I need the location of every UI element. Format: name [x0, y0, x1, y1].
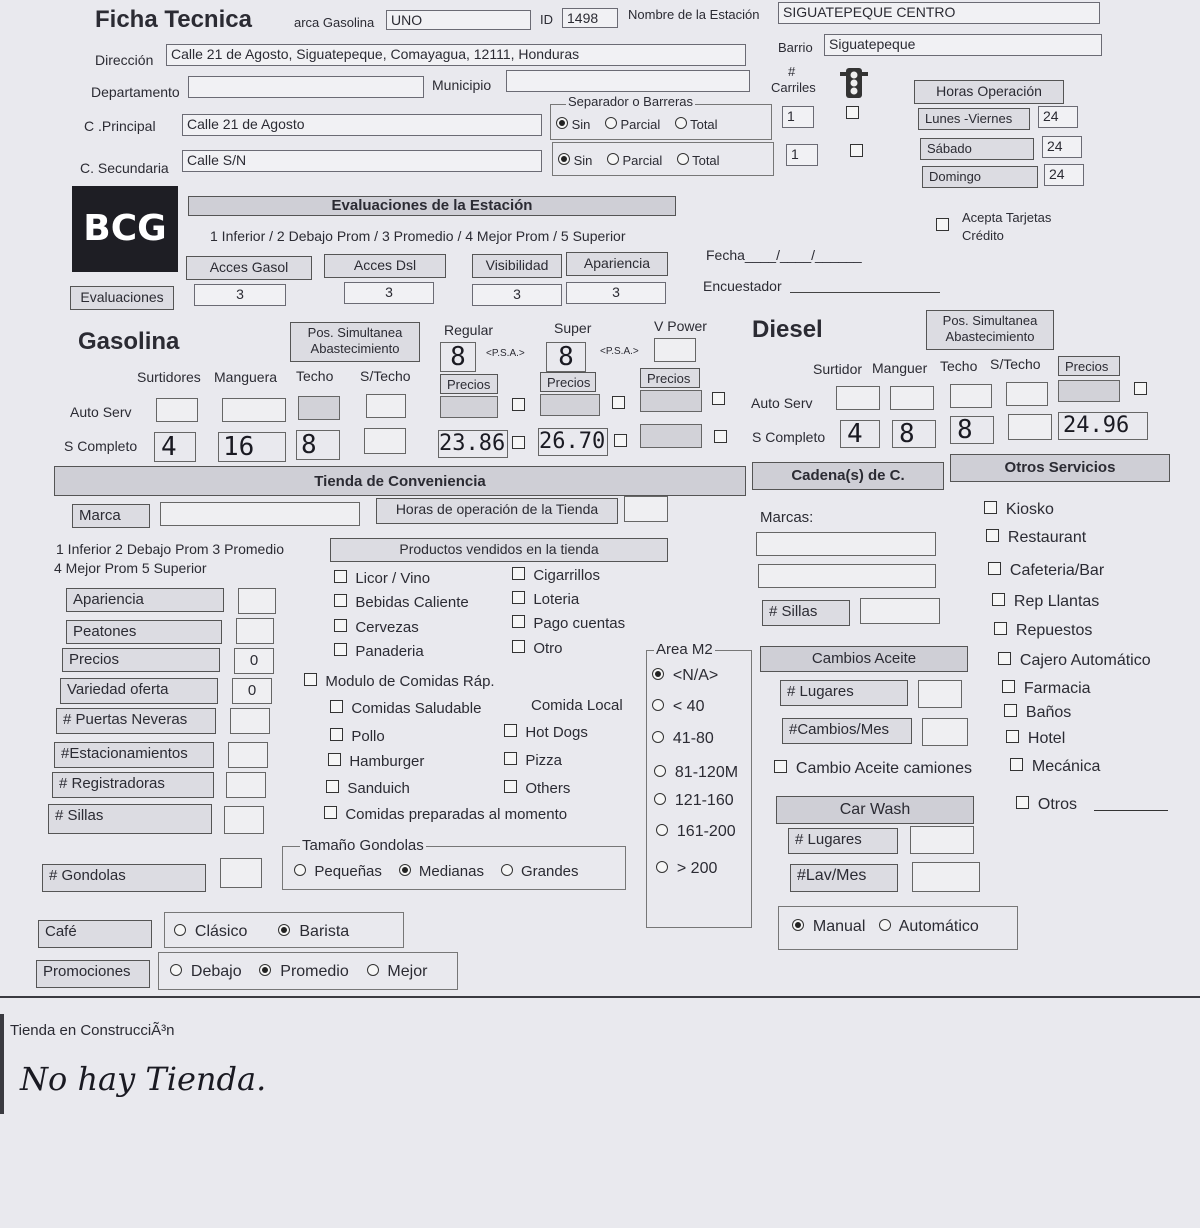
gas-autoserv-stecho[interactable] — [366, 394, 406, 418]
id-field[interactable]: 1498 — [562, 8, 618, 28]
barrio-label: Barrio — [778, 40, 813, 55]
area-161-200[interactable]: 161-200 — [656, 823, 736, 841]
area-41-80[interactable]: 41-80 — [652, 730, 714, 748]
gas-autoserv-techo[interactable] — [298, 396, 340, 420]
prod-cervezas[interactable]: Cervezas — [334, 619, 419, 636]
area-81-120[interactable]: 81-120M — [654, 764, 738, 782]
gasolina-pos-simultanea: Pos. Simultanea Abastecimiento — [290, 322, 420, 362]
tienda-peatones-label: Peatones — [66, 620, 222, 644]
diesel-scompleto-precio[interactable]: 24.96 — [1058, 412, 1148, 440]
super-psa-field[interactable]: 8 — [546, 342, 586, 372]
area-title: Area M2 — [656, 641, 713, 658]
separador-2-options: Sin Parcial Total — [558, 153, 720, 168]
carwash-lav-field[interactable] — [912, 862, 980, 892]
stecho-label: S/Techo — [360, 368, 411, 384]
horas-domingo-field[interactable]: 24 — [1044, 164, 1084, 186]
comida-pollo[interactable]: Pollo — [330, 728, 385, 745]
tienda-gondolas-field[interactable] — [220, 858, 262, 888]
cafe-clasico-radio[interactable] — [174, 924, 186, 936]
otros-otros[interactable]: Otros — [1016, 796, 1077, 814]
gas-scompleto-label: S Completo — [64, 438, 138, 454]
horas-lunes-label: Lunes -Viernes — [918, 108, 1030, 130]
gas-scompleto-super-check[interactable] — [614, 434, 627, 447]
gas-autoserv-vpower[interactable] — [640, 390, 702, 412]
diesel-stecho-label: S/Techo — [990, 356, 1041, 372]
comida-local-label: Comida Local — [531, 697, 623, 714]
vpower-precios-label: Precios — [640, 368, 700, 388]
comida-hamburger[interactable]: Hamburger — [328, 753, 424, 770]
carriles-field-1[interactable]: 1 — [782, 106, 814, 128]
cadena-sillas-label: # Sillas — [762, 600, 850, 626]
fecha-value[interactable]: ____/____/______ — [744, 247, 862, 263]
visibilidad-field[interactable]: 3 — [472, 284, 562, 306]
regular-psa-field[interactable]: 8 — [440, 342, 476, 372]
cambios-lugares-label: # Lugares — [780, 680, 908, 706]
fecha-label: Fecha____/____/______ — [706, 247, 862, 263]
otros-servicios-header: Otros Servicios — [950, 454, 1170, 482]
apariencia-eval-label: Apariencia — [566, 252, 668, 276]
gas-scompleto-super[interactable]: 26.70 — [538, 428, 608, 456]
horas-sabado-label: Sábado — [920, 138, 1034, 160]
marca-field[interactable]: UNO — [386, 10, 531, 30]
promo-debajo-radio[interactable] — [170, 964, 182, 976]
gas-autoserv-regular-check[interactable] — [512, 398, 525, 411]
carwash-type-options: Manual Automático — [792, 918, 979, 936]
otros-farmacia[interactable]: Farmacia — [1002, 680, 1091, 698]
comida-pizza[interactable]: Pizza — [504, 752, 562, 769]
surtidores-label: Surtidores — [137, 369, 201, 385]
carriles-field-2[interactable]: 1 — [786, 144, 818, 166]
nombre-label: Nombre de la Estación — [628, 7, 760, 22]
gas-scompleto-vpower-check[interactable] — [714, 430, 727, 443]
evaluaciones-scale: 1 Inferior / 2 Debajo Prom / 3 Promedio / 4 Mejor Prom / 5 Superior — [210, 228, 626, 244]
acces-dsl-label: Acces Dsl — [324, 254, 446, 278]
evaluaciones-button[interactable]: Evaluaciones — [70, 286, 174, 310]
total-radio[interactable] — [675, 117, 687, 129]
page-title: Ficha Tecnica — [95, 6, 252, 33]
carriles-label: Carriles — [771, 80, 816, 95]
techo-label: Techo — [296, 368, 334, 384]
promociones-label: Promociones — [36, 960, 150, 988]
otros-repuestos[interactable]: Repuestos — [994, 622, 1092, 640]
gas-autoserv-surtidores[interactable] — [156, 398, 198, 422]
carwash-lugares-field[interactable] — [910, 826, 974, 854]
tienda-sillas-field[interactable] — [224, 806, 264, 834]
csecundaria-field[interactable]: Calle S/N — [182, 150, 542, 172]
otros-otros-line[interactable] — [1094, 810, 1168, 811]
diesel-autoserv-techo[interactable] — [950, 384, 992, 408]
diesel-scompleto-stecho[interactable] — [1008, 414, 1052, 440]
diesel-precios-label: Precios — [1058, 356, 1120, 376]
gas-scompleto-regular[interactable]: 23.86 — [438, 430, 508, 458]
diesel-scompleto-techo[interactable]: 8 — [950, 416, 994, 444]
gasolina-title: Gasolina — [78, 328, 180, 355]
gondola-pequenas-radio[interactable] — [294, 864, 306, 876]
tienda-header: Tienda de Conveniencia — [54, 466, 746, 496]
direccion-label: Dirección — [95, 52, 154, 68]
horas-domingo-label: Domingo — [922, 166, 1038, 188]
gondolas-title: Tamaño Gondolas — [302, 837, 424, 854]
tienda-registradoras-field[interactable] — [226, 772, 266, 798]
cambios-mes-field[interactable] — [922, 718, 968, 746]
tienda-estacionamientos-field[interactable] — [228, 742, 268, 768]
parcial-radio[interactable] — [605, 117, 617, 129]
parcial-radio-2[interactable] — [607, 153, 619, 165]
prod-pago-cuentas[interactable]: Pago cuentas — [512, 615, 625, 632]
super-precios-label: Precios — [540, 372, 596, 392]
regular-label: Regular — [444, 322, 494, 338]
carwash-automatico-radio[interactable] — [879, 919, 891, 931]
comida-others[interactable]: Others — [504, 780, 570, 797]
vpower-psa-field[interactable] — [654, 338, 696, 362]
horas-sabado-field[interactable]: 24 — [1042, 136, 1082, 158]
tienda-apariencia-field[interactable] — [238, 588, 276, 614]
otros-cajero[interactable]: Cajero Automático — [998, 652, 1151, 670]
barrio-field[interactable]: Siguatepeque — [824, 34, 1102, 56]
sin-radio[interactable] — [556, 117, 568, 129]
area-group — [646, 650, 752, 928]
cafe-barista-radio[interactable] — [278, 924, 290, 936]
otros-kiosko[interactable]: Kiosko — [984, 501, 1054, 519]
cambio-camiones[interactable]: Cambio Aceite camiones — [774, 760, 972, 778]
tienda-scale-2: 4 Mejor Prom 5 Superior — [54, 560, 207, 576]
otros-restaurant[interactable]: Restaurant — [986, 529, 1086, 547]
evaluaciones-title: Evaluaciones de la Estación — [188, 196, 676, 216]
diesel-autoserv-manguer[interactable] — [890, 386, 934, 410]
gas-scompleto-manguera[interactable]: 16 — [218, 432, 286, 462]
manguera-label: Manguera — [214, 369, 278, 385]
otros-banos[interactable]: Baños — [1004, 704, 1071, 722]
encuestador-line[interactable] — [790, 292, 940, 293]
tienda-horas-field[interactable] — [624, 496, 668, 522]
gas-scompleto-stecho[interactable] — [364, 428, 406, 454]
notes-left-border — [0, 1014, 4, 1114]
prod-bebidas[interactable]: Bebidas Caliente — [334, 594, 469, 611]
comida-saludable[interactable]: Comidas Saludable — [330, 700, 481, 717]
diesel-surtidor-label: Surtidor — [813, 361, 863, 377]
total-radio-2[interactable] — [677, 153, 689, 165]
prod-otro[interactable]: Otro — [512, 640, 563, 657]
acces-gasol-field[interactable]: 3 — [194, 284, 286, 306]
gondola-grandes-radio[interactable] — [501, 864, 513, 876]
departamento-field[interactable] — [188, 76, 424, 98]
gas-autoserv-vpower-check[interactable] — [712, 392, 725, 405]
cadena-marca-field-2[interactable] — [758, 564, 936, 588]
diesel-scompleto-surtidor[interactable]: 4 — [840, 420, 880, 448]
cprincipal-field[interactable]: Calle 21 de Agosto — [182, 114, 542, 136]
promo-mejor-radio[interactable] — [367, 964, 379, 976]
apariencia-eval-field[interactable]: 3 — [566, 282, 666, 304]
area-121-160[interactable]: 121-160 — [654, 792, 734, 810]
cambios-mes-label: #Cambios/Mes — [782, 718, 912, 744]
notes-handwritten[interactable]: No hay Tienda. — [20, 1060, 267, 1098]
tienda-apariencia-label: Apariencia — [66, 588, 224, 612]
tienda-precios-field[interactable]: 0 — [234, 648, 274, 674]
prod-loteria[interactable]: Loteria — [512, 591, 579, 608]
cambios-aceite-header: Cambios Aceite — [760, 646, 968, 672]
comida-sanduich[interactable]: Sanduich — [326, 780, 410, 797]
productos-header: Productos vendidos en la tienda — [330, 538, 668, 562]
departamento-label: Departamento — [91, 84, 180, 100]
carwash-lav-label: #Lav/Mes — [790, 864, 898, 892]
area-na[interactable]: <N/A> — [652, 667, 718, 685]
separador-1-options: Sin Parcial Total — [556, 117, 718, 132]
tarjetas-label-2: Crédito — [962, 228, 1004, 243]
prod-panaderia[interactable]: Panaderia — [334, 643, 424, 660]
bcg-logo: BCG — [72, 186, 178, 272]
tienda-sillas-label: # Sillas — [48, 804, 212, 834]
cafe-options: Clásico Barista — [174, 923, 349, 941]
marca-label: arca Gasolina — [294, 15, 375, 30]
tienda-gondolas-label: # Gondolas — [42, 864, 206, 892]
gas-scompleto-techo[interactable]: 8 — [296, 430, 340, 460]
diesel-autoserv-stecho[interactable] — [1006, 382, 1048, 406]
cadena-marcas-label: Marcas: — [760, 509, 814, 526]
tienda-scale-1: 1 Inferior 2 Debajo Prom 3 Promedio — [56, 541, 284, 557]
otros-cafeteria[interactable]: Cafeteria/Bar — [988, 562, 1104, 580]
psa-label-2: <P.S.A.> — [600, 346, 639, 357]
gas-autoserv-label: Auto Serv — [70, 404, 132, 420]
tienda-marca-field[interactable] — [160, 502, 360, 526]
promo-promedio-radio[interactable] — [259, 964, 271, 976]
notes-label: Tienda en ConstrucciÃ³n — [10, 1022, 175, 1039]
tienda-peatones-field[interactable] — [236, 618, 274, 644]
id-label: ID — [540, 12, 553, 27]
comida-hotdogs[interactable]: Hot Dogs — [504, 724, 588, 741]
cadena-header: Cadena(s) de C. — [752, 462, 944, 490]
otros-rep-llantas[interactable]: Rep Llantas — [992, 593, 1099, 611]
cprincipal-label: C .Principal — [84, 118, 156, 134]
comidas-preparadas[interactable]: Comidas preparadas al momento — [324, 806, 567, 823]
carwash-manual-radio[interactable] — [792, 919, 804, 931]
diesel-manguer-label: Manguer — [872, 360, 928, 376]
tienda-variedad-field[interactable]: 0 — [232, 678, 272, 704]
carriles-hash: # — [788, 64, 796, 79]
encuestador-label: Encuestador — [703, 278, 782, 294]
super-label: Super — [554, 320, 592, 336]
regular-precios-label: Precios — [440, 374, 498, 394]
promociones-options: Debajo Promedio Mejor — [170, 963, 427, 981]
separador-label: Separador o Barreras — [568, 94, 694, 109]
tienda-variedad-label: Variedad oferta — [60, 678, 218, 704]
gas-autoserv-regular[interactable] — [440, 396, 498, 418]
semaforo-checkbox-1[interactable] — [846, 106, 859, 119]
gas-autoserv-super[interactable] — [540, 394, 600, 416]
diesel-scompleto-manguer[interactable]: 8 — [892, 420, 936, 448]
gondola-medianas-radio[interactable] — [399, 864, 411, 876]
gas-scompleto-vpower[interactable] — [640, 424, 702, 448]
sin-radio-2[interactable] — [558, 153, 570, 165]
gas-autoserv-manguera[interactable] — [222, 398, 286, 422]
municipio-label: Municipio — [432, 77, 492, 93]
gas-scompleto-surtidores[interactable]: 4 — [154, 432, 196, 462]
cafe-label: Café — [38, 920, 152, 948]
area-gt200[interactable]: > 200 — [656, 860, 717, 878]
gondolas-options: Pequeñas Medianas Grandes — [294, 863, 579, 880]
tienda-horas-label: Horas de operación de la Tienda — [376, 498, 618, 524]
diesel-title: Diesel — [752, 316, 823, 343]
tienda-precios-label: Precios — [62, 648, 220, 672]
diesel-scompleto-label: S Completo — [752, 429, 826, 445]
modulo-comidas[interactable]: Modulo de Comidas Ráp. — [304, 673, 495, 690]
traffic-light-icon — [838, 66, 870, 100]
cambios-lugares-field[interactable] — [918, 680, 962, 708]
diesel-autoserv-check[interactable] — [1134, 382, 1147, 395]
cadena-marca-field-1[interactable] — [756, 532, 936, 556]
prod-cigarrillos[interactable]: Cigarrillos — [512, 567, 600, 584]
notes-divider — [0, 996, 1200, 998]
prod-licor[interactable]: Licor / Vino — [334, 570, 430, 587]
tienda-estacionamientos-label: #Estacionamientos — [54, 742, 214, 768]
nombre-field[interactable]: SIGUATEPEQUE CENTRO — [778, 2, 1100, 24]
diesel-autoserv-label: Auto Serv — [751, 395, 813, 411]
diesel-techo-label: Techo — [940, 358, 978, 374]
area-lt40[interactable]: < 40 — [652, 698, 704, 716]
psa-label-1: <P.S.A.> — [486, 348, 525, 359]
tienda-registradoras-label: # Registradoras — [52, 772, 214, 798]
diesel-autoserv-precio[interactable] — [1058, 380, 1120, 402]
acces-gasol-label: Acces Gasol — [186, 256, 312, 280]
direccion-field[interactable]: Calle 21 de Agosto, Siguatepeque, Comayagua, 12111, Honduras — [166, 44, 746, 66]
vpower-label: V Power — [654, 318, 707, 334]
tarjetas-checkbox[interactable] — [936, 218, 949, 231]
semaforo-checkbox-2[interactable] — [850, 144, 863, 157]
gas-autoserv-super-check[interactable] — [612, 396, 625, 409]
csecundaria-label: C. Secundaria — [80, 160, 169, 176]
cadena-sillas-field[interactable] — [860, 598, 940, 624]
visibilidad-label: Visibilidad — [472, 254, 562, 278]
diesel-autoserv-surtidor[interactable] — [836, 386, 880, 410]
tarjetas-label-1: Acepta Tarjetas — [962, 210, 1052, 225]
tienda-puertas-field[interactable] — [230, 708, 270, 734]
tienda-marca-label: Marca — [72, 504, 150, 528]
diesel-pos-simultanea: Pos. Simultanea Abastecimiento — [926, 310, 1054, 350]
municipio-field[interactable] — [506, 70, 750, 92]
carwash-header: Car Wash — [776, 796, 974, 824]
horas-lunes-field[interactable]: 24 — [1038, 106, 1078, 128]
carwash-lugares-label: # Lugares — [788, 828, 898, 854]
otros-mecanica[interactable]: Mecánica — [1010, 758, 1100, 776]
otros-hotel[interactable]: Hotel — [1006, 730, 1065, 748]
acces-dsl-field[interactable]: 3 — [344, 282, 434, 304]
horas-title: Horas Operación — [914, 80, 1064, 104]
tienda-puertas-label: # Puertas Neveras — [56, 708, 216, 734]
gas-scompleto-regular-check[interactable] — [512, 436, 525, 449]
